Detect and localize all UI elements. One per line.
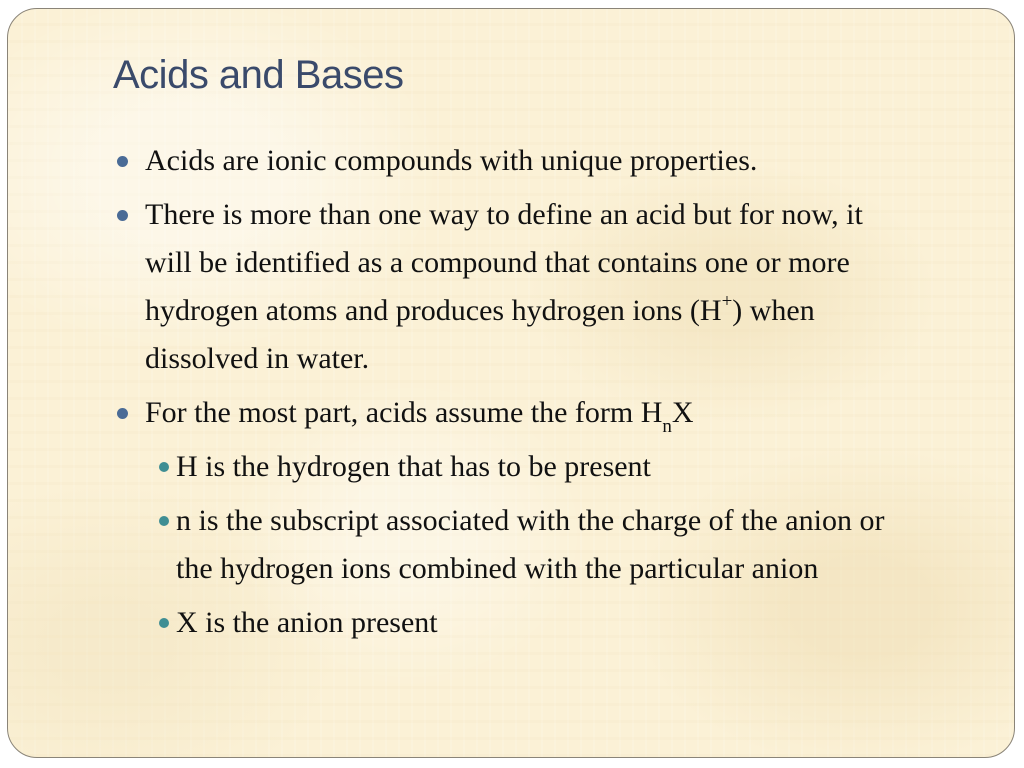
sub-bullet-text: H is the hydrogen that has to be present [176,450,651,483]
charge-superscript: + [721,291,733,312]
sub-bullet-item [113,497,913,593]
bullet-text-continued: X [671,396,694,429]
bullet-dot-icon [117,156,128,167]
slide [7,8,1015,758]
bullet-text-continued: ) when dissolved in water. [145,294,815,375]
formula-subscript: n [662,416,672,437]
slide-body [113,137,913,653]
bullet-item [113,137,913,185]
sub-bullet-dot-icon [159,516,169,526]
sub-bullet-text: n is the subscript associated with the charge of the anion or the hydrogen ions combined with the particular anion [176,504,885,585]
bullet-text: For the most part, acids assume the form H [145,396,663,429]
sub-bullet-dot-icon [159,618,169,628]
sub-bullet-item [113,443,913,491]
bullet-dot-icon [117,210,128,221]
bullet-text: There is more than one way to define an acid but for now, it will be identified as a compound that contains one or more hydrogen atoms and produces hydrogen ions (H [145,198,863,327]
sub-bullet-text: X is the anion present [176,606,438,639]
bullet-dot-icon [117,408,128,419]
sub-bullet-item [113,599,913,647]
bullet-item [113,191,913,383]
bullet-text: Acids are ionic compounds with unique properties. [145,144,758,177]
bullet-item [113,389,913,437]
sub-bullet-dot-icon [159,462,169,472]
slide-title: Acids and Bases [113,53,404,97]
